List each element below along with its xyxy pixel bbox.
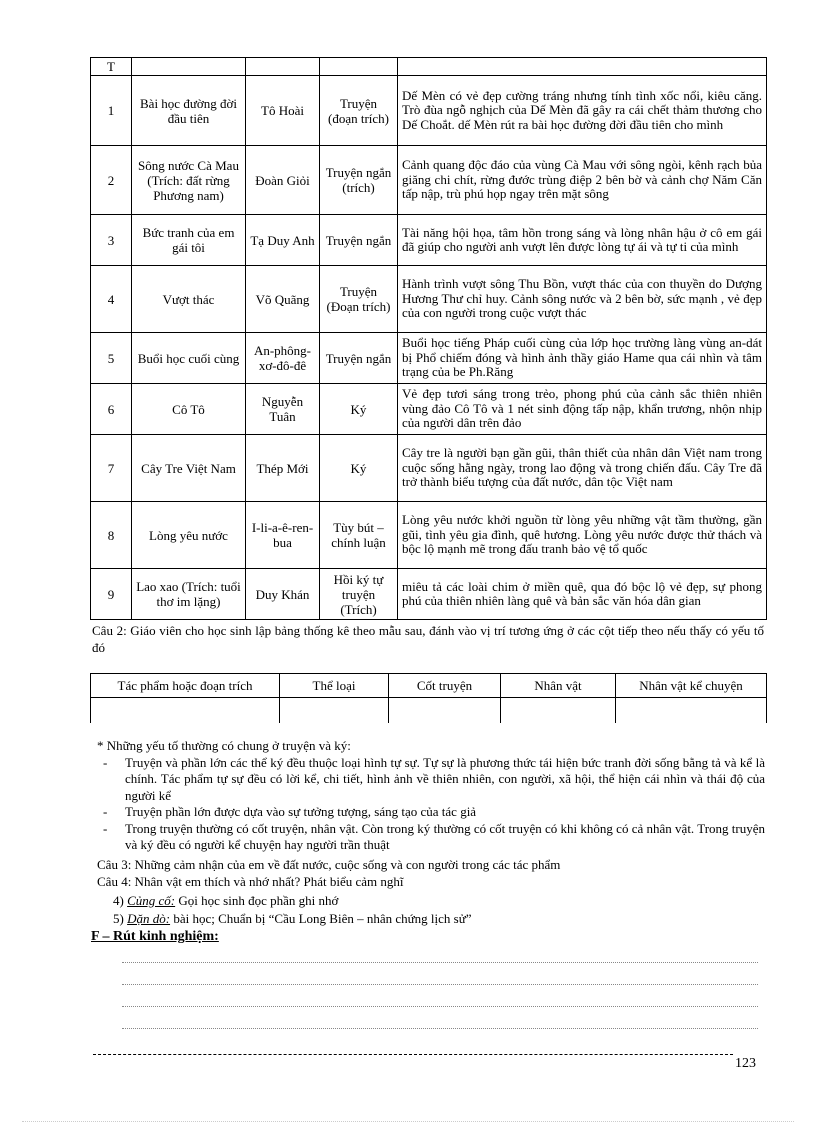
homework-label: Dặn dò:: [127, 911, 171, 926]
work-content: Tài năng hội họa, tâm hồn trong sáng và lòng nhân hậu ở cô em gái đã giúp cho người anh vượt lên được lòng tự ái và tự ti của mình: [398, 215, 767, 266]
stat-header-work: Tác phẩm hoặc đoạn trích: [91, 674, 280, 698]
statistics-table: [90, 673, 767, 723]
works-table: [90, 57, 767, 620]
row-number: 4: [91, 266, 132, 333]
work-genre: Truyện (đoạn trích): [320, 76, 398, 146]
row-number: 5: [91, 333, 132, 384]
footer-divider: [93, 1054, 733, 1055]
consolidate-number: 4): [113, 893, 124, 908]
question-2: Câu 2: Giáo viên cho học sinh lập bảng thống kê theo mẫu sau, đánh vào vị trí tương ứng ở các cột tiếp theo nếu thấy có yếu tố đó: [92, 623, 764, 655]
work-author: Tạ Duy Anh: [246, 215, 320, 266]
work-genre: Ký: [320, 384, 398, 435]
work-title: Vượt thác: [132, 266, 246, 333]
table-header-row: [91, 58, 767, 76]
work-title: Sông nước Cà Mau (Trích: đất rừng Phương nam): [132, 146, 246, 215]
header-cell-no: T: [91, 58, 132, 76]
dotted-line: [122, 984, 758, 985]
page-border: [22, 1121, 794, 1122]
work-author: I-li-a-ê-ren-bua: [246, 502, 320, 569]
work-author: Duy Khán: [246, 569, 320, 620]
row-number: 6: [91, 384, 132, 435]
row-number: 3: [91, 215, 132, 266]
list-item: - Truyện phần lớn được dựa vào sự tưởng tượng, sáng tạo của tác giả: [125, 804, 765, 821]
work-content: Hành trình vượt sông Thu Bồn, vượt thác của con thuyền do Dượng Hương Thư chỉ huy. Cảnh sông nước và 2 bên bờ, sức mạnh , vẻ đẹp của con người trong cuộc vượt thác: [398, 266, 767, 333]
table-row: [91, 502, 767, 569]
row-number: 9: [91, 569, 132, 620]
table-row: [91, 146, 767, 215]
table-row: [91, 435, 767, 502]
table-row: [91, 215, 767, 266]
homework-text: bài học; Chuẩn bị “Cầu Long Biên – nhân chứng lịch sử”: [170, 911, 472, 926]
work-genre: Truyện ngắn: [320, 215, 398, 266]
dotted-line: [122, 1028, 758, 1029]
work-author: Tô Hoài: [246, 76, 320, 146]
consolidate-line: [113, 893, 338, 909]
question-3: Câu 3: Những cảm nhận của em về đất nước, cuộc sống và con người trong các tác phẩm: [97, 857, 561, 872]
table-row: [91, 266, 767, 333]
notes-list: [97, 755, 765, 854]
homework-line: [113, 911, 472, 927]
dotted-line: [122, 1006, 758, 1007]
work-title: Bức tranh của em gái tôi: [132, 215, 246, 266]
work-title: Lao xao (Trích: tuổi thơ im lặng): [132, 569, 246, 620]
consolidate-text: Gọi học sinh đọc phần ghi nhớ: [175, 893, 339, 908]
work-title: Cây Tre Việt Nam: [132, 435, 246, 502]
statistics-blank-row: [91, 698, 767, 724]
work-genre: Truyện ngắn: [320, 333, 398, 384]
table-row: [91, 569, 767, 620]
work-content: Lòng yêu nước khởi nguồn từ lòng yêu những vật tầm thường, gần gũi, tình yêu gia đình, quê hương. Lòng yêu nước được thử thách và bộc lộ mạnh mẽ trong đấu tranh bảo vệ tổ quốc: [398, 502, 767, 569]
common-elements-notes: [97, 738, 765, 854]
work-content: Buổi học tiếng Pháp cuối cùng của lớp học trường làng vùng an-dát bị Phổ chiếm đóng và hình ảnh thầy giáo Hame qua cái nhìn và tâm trạng của be Ph.Răng: [398, 333, 767, 384]
work-content: Dế Mèn có vẻ đẹp cường tráng nhưng tính tình xốc nổi, kiêu căng. Trò đùa ngỗ nghịch của Dế Mèn đã gây ra cái chết thảm thương cho Dế Choắt. dế Mèn rút ra bài học đường đời đầu tiên cho mình: [398, 76, 767, 146]
work-genre: Truyện (Đoạn trích): [320, 266, 398, 333]
work-genre: Ký: [320, 435, 398, 502]
homework-number: 5): [113, 911, 124, 926]
stat-header-plot: Cốt truyện: [389, 674, 501, 698]
work-author: An-phông-xơ-đô-đê: [246, 333, 320, 384]
work-genre: Hồi ký tự truyện (Trích): [320, 569, 398, 620]
work-title: Buổi học cuối cùng: [132, 333, 246, 384]
work-author: Đoàn Giỏi: [246, 146, 320, 215]
stat-header-genre: Thể loại: [280, 674, 389, 698]
table-row: [91, 333, 767, 384]
row-number: 8: [91, 502, 132, 569]
work-title: Lòng yêu nước: [132, 502, 246, 569]
dotted-line: [122, 962, 758, 963]
notes-heading: * Những yếu tố thường có chung ở truyện và ký:: [97, 738, 351, 753]
page-number: 123: [735, 1056, 756, 1071]
row-number: 7: [91, 435, 132, 502]
table-row: [91, 76, 767, 146]
table-row: [91, 384, 767, 435]
stat-header-narrator: Nhân vật kể chuyện: [616, 674, 767, 698]
work-title: Bài học đường đời đầu tiên: [132, 76, 246, 146]
question-4: Câu 4: Nhân vật em thích và nhớ nhất? Phát biểu cảm nghĩ: [97, 874, 404, 889]
work-title: Cô Tô: [132, 384, 246, 435]
experience-heading: F – Rút kinh nghiệm:: [91, 929, 219, 944]
row-number: 1: [91, 76, 132, 146]
work-author: Nguyễn Tuân: [246, 384, 320, 435]
work-author: Võ Quãng: [246, 266, 320, 333]
row-number: 2: [91, 146, 132, 215]
work-genre: Truyện ngắn (trích): [320, 146, 398, 215]
work-content: miêu tả các loài chim ở miền quê, qua đó bộc lộ vẻ đẹp, sự phong phú của thiên nhiên làng quê và bản sắc văn hóa dân gian: [398, 569, 767, 620]
work-content: Cảnh quang độc đáo của vùng Cà Mau với sông ngòi, kênh rạch bủa giăng chi chít, rừng đước trùng điệp 2 bên bờ và cảnh chợ Năm Căn tấp nập, trù phú họp ngay trên mặt sông: [398, 146, 767, 215]
work-content: Vẻ đẹp tươi sáng trong trẻo, phong phú của cảnh sắc thiên nhiên vùng đảo Cô Tô và 1 nét sinh động tấp nập, khẩn trương, nhộn nhịp của người dân trên đảo: [398, 384, 767, 435]
work-content: Cây tre là người bạn gần gũi, thân thiết của nhân dân Việt nam trong cuộc sống hằng ngày, trong lao động và trong chiến đấu. Cây Tre đã trở thành biểu tượng của đất nước, dân tộc Việt nam: [398, 435, 767, 502]
list-item: - Truyện và phần lớn các thể ký đều thuộc loại hình tự sự. Tự sự là phương thức tái hiện bức tranh đời sống bằng tả và kể là chính. Tác phẩm tự sự đều có lời kể, chi tiết, hình ảnh về thiên nhiên, con người, xã hội, thể hiện cái nhìn và thái độ của người kể: [125, 755, 765, 805]
work-author: Thép Mới: [246, 435, 320, 502]
work-genre: Tùy bút – chính luận: [320, 502, 398, 569]
statistics-header-row: [91, 674, 767, 698]
list-item: - Trong truyện thường có cốt truyện, nhân vật. Còn trong ký thường có cốt truyện có khi không có cả nhân vật. Trong truyện và ký đều có người kể chuyện hay người trần thuật: [125, 821, 765, 854]
stat-header-character: Nhân vật: [501, 674, 616, 698]
consolidate-label: Củng cố:: [127, 893, 176, 908]
